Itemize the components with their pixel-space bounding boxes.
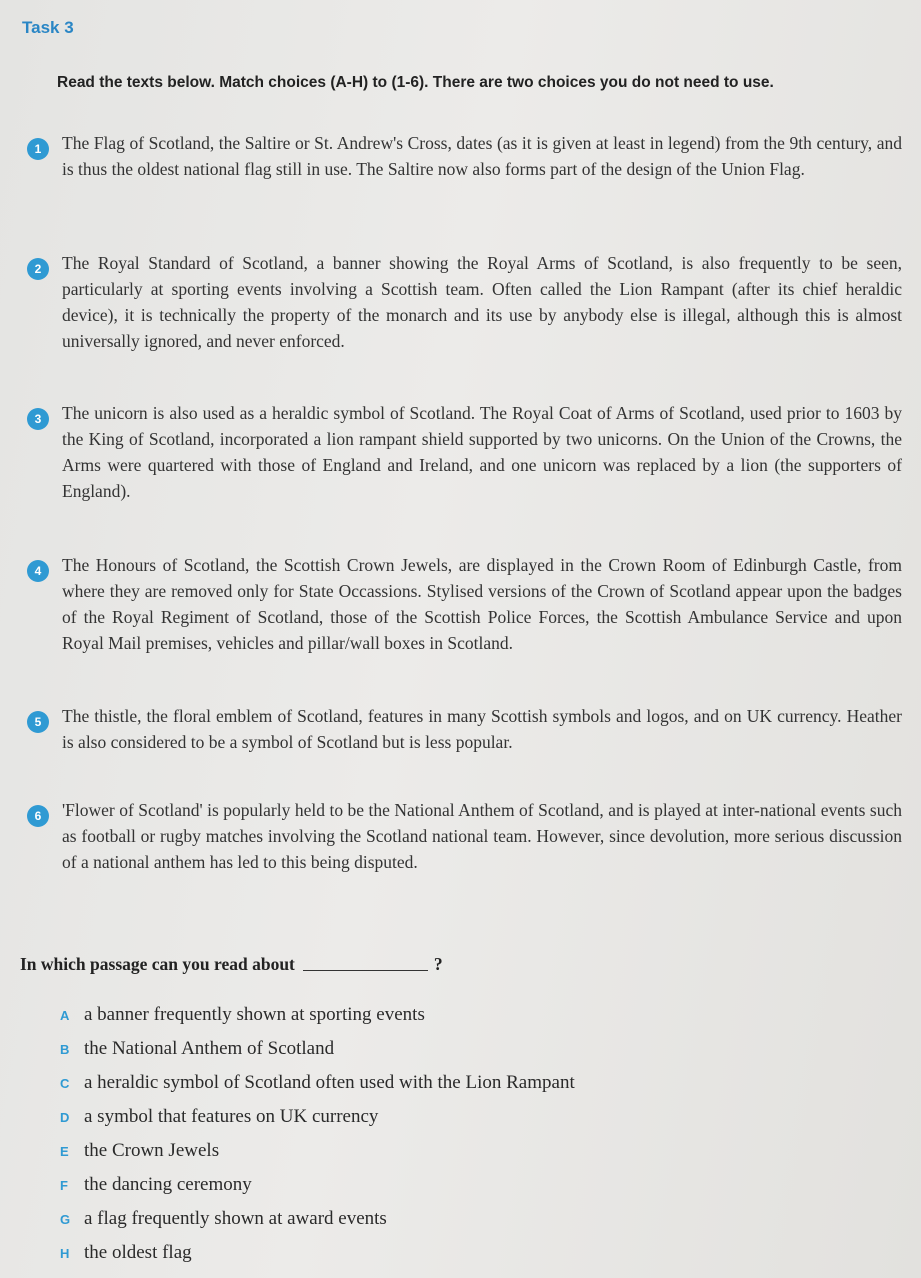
- question-suffix: ?: [433, 954, 443, 974]
- choice-text: the oldest flag: [84, 1242, 192, 1263]
- passage-1-number-badge: 1: [27, 138, 49, 160]
- passage-5-number-badge: 5: [27, 711, 49, 733]
- choice-letter: E: [60, 1144, 69, 1159]
- passage-3-text: The unicorn is also used as a heraldic symbol of Scotland. The Royal Coat of Arms of Scotland, used prior to 1603 by the King of Scotland, incorporated a lion rampant shield supported by two unicorns. On the Union of the Crowns, the Arms were quartered with those of England and Ireland, and one unicorn was replaced by a lion (the supporters of England).: [62, 403, 902, 501]
- passage-4-text: The Honours of Scotland, the Scottish Crown Jewels, are displayed in the Crown Room of Edinburgh Castle, from where they are removed only for State Occassions. Stylised versions of the Crown of Scotland appear upon the badges of the Royal Regiment of Scotland, those of the Scottish Police Forces, the Scottish Ambulance Service and upon Royal Mail premises, vehicles and pillar/wall boxes in Scotland.: [62, 555, 902, 653]
- choice-letter: A: [60, 1008, 70, 1023]
- passage-1-text: The Flag of Scotland, the Saltire or St. Andrew's Cross, dates (as it is given at least in legend) from the 9th century, and is thus the oldest national flag still in use. The Saltire now also forms part of the design of the Union Flag.: [62, 133, 902, 179]
- choices-list: [60, 1004, 575, 1276]
- choice-letter: B: [60, 1042, 70, 1057]
- choice-letter: G: [60, 1212, 71, 1227]
- choice-text: the dancing ceremony: [84, 1174, 252, 1195]
- choice-c: [60, 1072, 575, 1106]
- choice-text: a banner frequently shown at sporting events: [84, 1004, 425, 1025]
- question-prefix: In which passage can you read about: [20, 954, 295, 974]
- passage-2-text: The Royal Standard of Scotland, a banner showing the Royal Arms of Scotland, is also frequently to be seen, particularly at sporting events involving a Scottish team. Often called the Lion Rampant (after its chief heraldic device), it is technically the property of the monarch and its use by anybody else is illegal, although this is almost universally ignored, and never enforced.: [62, 253, 902, 351]
- choice-e: [60, 1140, 575, 1174]
- choice-letter: F: [60, 1178, 68, 1193]
- task-label: Task 3: [22, 18, 74, 37]
- passage-6-text: 'Flower of Scotland' is popularly held to be the National Anthem of Scotland, and is played at inter-national events such as football or rugby matches involving the Scotland national team. However, since devolution, more serious discussion of a national anthem has led to this being disputed.: [62, 800, 902, 872]
- passage-4-number-badge: 4: [27, 560, 49, 582]
- choice-letter: D: [60, 1110, 70, 1125]
- passage-3-number-badge: 3: [27, 408, 49, 430]
- passage-5-text: The thistle, the floral emblem of Scotland, features in many Scottish symbols and logos, and on UK currency. Heather is also considered to be a symbol of Scotland but is less popular.: [62, 706, 902, 752]
- choice-letter: H: [60, 1246, 70, 1261]
- choice-d: [60, 1106, 575, 1140]
- choice-text: the National Anthem of Scotland: [84, 1038, 335, 1059]
- passage-2-number-badge: 2: [27, 258, 49, 280]
- choice-text: the Crown Jewels: [84, 1140, 220, 1161]
- passage-6-number-badge: 6: [27, 805, 49, 827]
- choice-b: [60, 1038, 575, 1072]
- choice-text: a symbol that features on UK currency: [84, 1106, 379, 1127]
- choice-f: [60, 1174, 575, 1208]
- choice-h: [60, 1242, 575, 1276]
- answer-blank: [303, 970, 428, 971]
- choice-letter: C: [60, 1076, 70, 1091]
- choice-text: a heraldic symbol of Scotland often used with the Lion Rampant: [84, 1072, 575, 1093]
- question-prompt: [20, 954, 443, 975]
- choice-text: a flag frequently shown at award events: [84, 1208, 387, 1229]
- choice-a: [60, 1004, 575, 1038]
- instruction-text: Read the texts below. Match choices (A-H) to (1-6). There are two choices you do not need to use.: [57, 74, 774, 91]
- choice-g: [60, 1208, 575, 1242]
